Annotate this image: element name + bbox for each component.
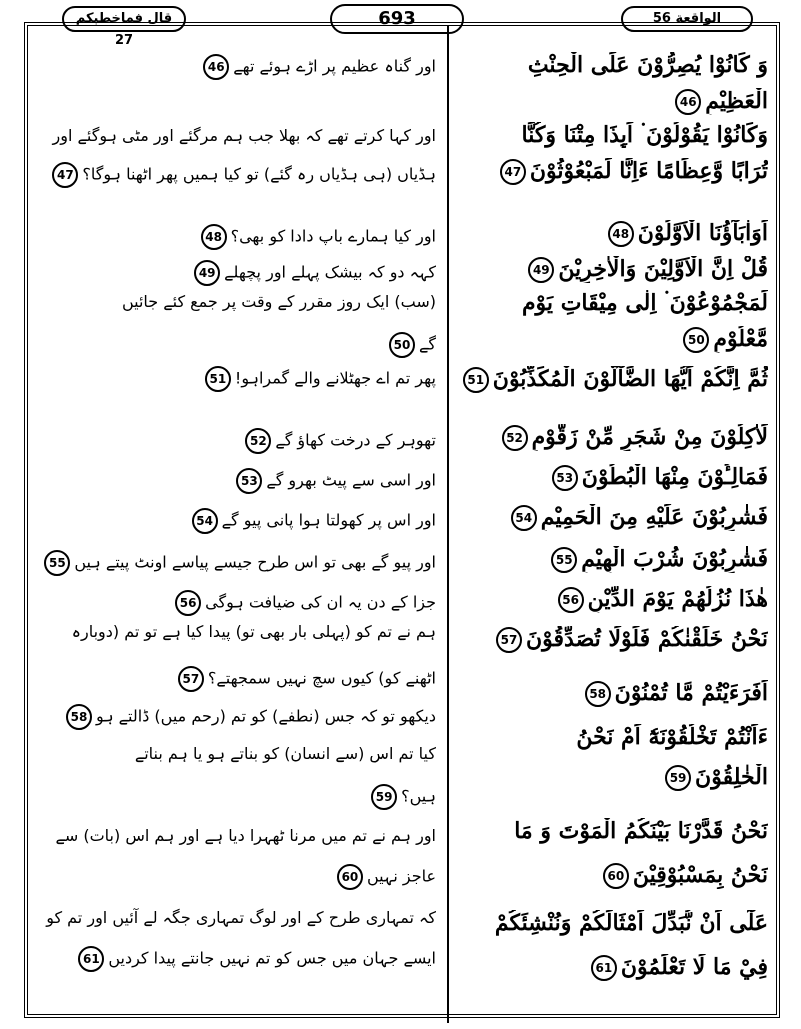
urdu-translation-line (40, 428, 436, 454)
ayah-number-marker: 61 (78, 946, 104, 972)
ayah-number-marker: 58 (585, 681, 611, 707)
ayah-number-marker: 54 (192, 508, 218, 534)
verse-text: فِيْ مَا لَا تَعْلَمُوْنَ (620, 954, 768, 980)
verse-text: مَّعْلُوْمٍ (713, 326, 768, 352)
verse-text: عَلٰٓى اَنْ نُّبَدِّلَ اَمْثَالَكُمْ وَنُنْشِئَكُمْ (494, 910, 768, 936)
translation-text: اور پیو گے بھی تو اس طرح جیسے پیاسے اونٹ پیتے ہیں (74, 552, 436, 572)
arabic-verse-line (458, 424, 768, 451)
verse-text: ءَاَنْتُمْ تَخْلُقُوْنَهٗٓ اَمْ نَحْنُ (576, 724, 768, 750)
translation-text: کیا تم اس (سے انسان) کو بناتے ہو یا ہم بناتے (134, 744, 436, 763)
arabic-verse-line (458, 122, 768, 148)
translation-text: اٹھنے کو) کیوں سچ نہیں سمجھتے؟ (207, 668, 436, 688)
verse-text: نَحْنُ قَدَّرْنَا بَيْنَكُمُ الْمَوْتَ وَ مَا (514, 818, 768, 844)
arabic-verse-line (458, 818, 768, 844)
ayah-number-marker: 53 (552, 465, 578, 491)
urdu-translation-line (40, 332, 436, 358)
arabic-verse-line (458, 586, 768, 613)
ayah-number-marker: 60 (337, 864, 363, 890)
urdu-translation-line (40, 590, 436, 616)
juz-label: قال فماخطبکم 27 (62, 6, 186, 32)
urdu-translation-line (40, 784, 436, 810)
ayah-number-marker: 46 (675, 89, 701, 115)
verse-text: لَاٰكِلُوْنَ مِنْ شَجَرٍ مِّنْ زَقُّوْمٍ (531, 424, 768, 450)
verse-text: لَمَجْمُوْعُوْنَ ۬ اِلٰى مِيْقَاتِ يَوْمٍ (521, 290, 768, 316)
ayah-number-marker: 55 (551, 547, 577, 573)
ayah-number-marker: 51 (205, 366, 231, 392)
arabic-verse-line (458, 52, 768, 78)
arabic-verse-line (458, 862, 768, 889)
arabic-verse-line (458, 680, 768, 707)
verse-text: الْعَظِيْمِ (705, 88, 768, 114)
ayah-number-marker: 61 (591, 955, 617, 981)
urdu-translation-line (40, 704, 436, 730)
ayah-number-marker: 54 (511, 505, 537, 531)
verse-text: نَحْنُ خَلَقْنٰكُمْ فَلَوْلَا تُصَدِّقُوْنَ (526, 626, 768, 652)
arabic-verse-line (458, 724, 768, 750)
translation-text: اور کیا ہمارے باپ دادا کو بھی؟ (230, 226, 436, 246)
verse-text: قُلْ اِنَّ الْاَوَّلِيْنَ وَالْاٰخِرِيْنَ (558, 256, 768, 282)
urdu-translation-line (40, 826, 436, 845)
translation-text: ایسے جہان میں جس کو تم نہیں جانتے پیدا کردیں (108, 948, 436, 968)
ayah-number-marker: 58 (66, 704, 92, 730)
arabic-verse-line (458, 546, 768, 573)
urdu-translation-line (40, 550, 436, 576)
ayah-number-marker: 56 (558, 587, 584, 613)
arabic-verse-line (458, 366, 768, 393)
translation-text: کہہ دو کہ بیشک پہلے اور پچھلے (224, 262, 436, 282)
ayah-number-marker: 51 (463, 367, 489, 393)
ayah-number-marker: 53 (236, 468, 262, 494)
urdu-translation-line (40, 366, 436, 392)
verse-text: نَحْنُ بِمَسْبُوْقِيْنَ (632, 862, 768, 888)
urdu-translation-line (40, 224, 436, 250)
ayah-number-marker: 57 (178, 666, 204, 692)
arabic-verse-line (458, 464, 768, 491)
ayah-number-marker: 55 (44, 550, 70, 576)
translation-text: اور گناہ عظیم پر اڑے ہوئے تھے (233, 56, 436, 76)
ayah-number-marker: 52 (502, 425, 528, 451)
arabic-verse-line (458, 504, 768, 531)
urdu-translation-line (40, 162, 436, 188)
translation-text: کہ تمہاری طرح کے اور لوگ تمہاری جگہ لے آئیں اور تم کو (46, 908, 436, 927)
arabic-verse-line (458, 220, 768, 247)
translation-text: اور اسی سے پیٹ بھرو گے (266, 470, 436, 490)
ayah-number-marker: 48 (201, 224, 227, 250)
ayah-number-marker: 46 (203, 54, 229, 80)
verse-text: هٰذَا نُزُلُهُمْ يَوْمَ الدِّيْنِ (587, 586, 768, 612)
urdu-translation-line (40, 468, 436, 494)
translation-text: ہیں؟ (401, 786, 436, 806)
ayah-number-marker: 52 (245, 428, 271, 454)
urdu-translation-line (40, 946, 436, 972)
translation-text: اور کہا کرتے تھے کہ بھلا جب ہم مرگئے اور مٹی ہوگئے اور (52, 126, 436, 145)
translation-text: (سب) ایک روز مقرر کے وقت پر جمع کئے جائیں (121, 292, 436, 311)
verse-text: الْخٰلِقُوْنَ (695, 764, 768, 790)
translation-text: پھر تم اے جھٹلانے والے گمراہو! (234, 368, 436, 388)
urdu-translation-line (40, 292, 436, 311)
arabic-verse-line (458, 626, 768, 653)
translation-text: اور اس پر کھولتا ہوا پانی پیو گے (221, 510, 436, 530)
translation-text: دیکھو تو کہ جس (نطفے) کو تم (رحم میں) ڈالتے ہو (95, 706, 436, 726)
urdu-translation-line (40, 508, 436, 534)
verse-text: تُرَابًا وَّعِظَامًا ءَاِنَّا لَمَبْعُوْثُوْنَ (529, 158, 768, 184)
translation-text: جزا کے دن یہ ان کی ضیافت ہوگی (205, 592, 436, 612)
urdu-translation-line (40, 260, 436, 286)
translation-text: عاجز نہیں (366, 866, 436, 886)
urdu-translation-line (40, 126, 436, 145)
ayah-number-marker: 59 (665, 765, 691, 791)
arabic-verse-line (458, 256, 768, 283)
verse-text: ثُمَّ اِنَّكُمْ اَيُّهَا الضَّآلُّوْنَ الْمُكَذِّبُوْنَ (492, 366, 768, 392)
page-number: 693 (330, 4, 464, 34)
arabic-verse-line (458, 764, 768, 791)
verse-text: اَفَرَءَيْتُمْ مَّا تُمْنُوْنَ (614, 680, 768, 706)
urdu-translation-line (40, 744, 436, 763)
arabic-verse-line (458, 290, 768, 316)
translation-text: گے (419, 334, 436, 354)
arabic-verse-line (458, 88, 768, 115)
ayah-number-marker: 47 (52, 162, 78, 188)
translation-text: ہم نے تم کو (پہلی بار بھی تو) پیدا کیا ہے تو تم (دوبارہ (71, 622, 436, 641)
verse-text: فَشٰرِبُوْنَ شُرْبَ الْهِيْمِ (581, 546, 768, 572)
ayah-number-marker: 47 (500, 159, 526, 185)
arabic-verse-line (458, 326, 768, 353)
urdu-translation-line (40, 622, 436, 641)
verse-text: اَوَاٰبَآؤُنَا الْاَوَّلُوْنَ (637, 220, 768, 246)
verse-text: وَ كَانُوْا يُصِرُّوْنَ عَلَى الْحِنْثِ (527, 52, 768, 78)
urdu-translation-line (40, 54, 436, 80)
ayah-number-marker: 50 (683, 327, 709, 353)
ayah-number-marker: 50 (389, 332, 415, 358)
ayah-number-marker: 57 (496, 627, 522, 653)
verse-text: فَشٰرِبُوْنَ عَلَيْهِ مِنَ الْحَمِيْمِ (540, 504, 768, 530)
urdu-translation-line (40, 864, 436, 890)
ayah-number-marker: 49 (528, 257, 554, 283)
arabic-verse-line (458, 910, 768, 936)
arabic-verse-line (458, 158, 768, 185)
urdu-translation-line (40, 666, 436, 692)
surah-label: الواقعة 56 (621, 6, 753, 32)
ayah-number-marker: 60 (603, 863, 629, 889)
ayah-number-marker: 49 (194, 260, 220, 286)
ayah-number-marker: 48 (608, 221, 634, 247)
verse-text: وَكَانُوْا يَقُوْلُوْنَ ۬ اَىِٕذَا مِتْنَا وَكُنَّا (521, 122, 768, 148)
urdu-translation-line (40, 908, 436, 927)
translation-text: تھوہر کے درخت کھاؤ گے (275, 430, 436, 450)
verse-text: فَمَالِـُٔوْنَ مِنْهَا الْبُطُوْنَ (581, 464, 768, 490)
translation-text: اور ہم نے تم میں مرنا ٹھہرا دیا ہے اور ہم اس (بات) سے (55, 826, 436, 845)
ayah-number-marker: 56 (175, 590, 201, 616)
arabic-verse-line (458, 954, 768, 981)
ayah-number-marker: 59 (371, 784, 397, 810)
translation-text: ہڈیاں (ہی ہڈیاں رہ گئے) تو کیا ہمیں پھر اٹھنا ہوگا؟ (82, 164, 436, 184)
column-divider (447, 26, 449, 1023)
